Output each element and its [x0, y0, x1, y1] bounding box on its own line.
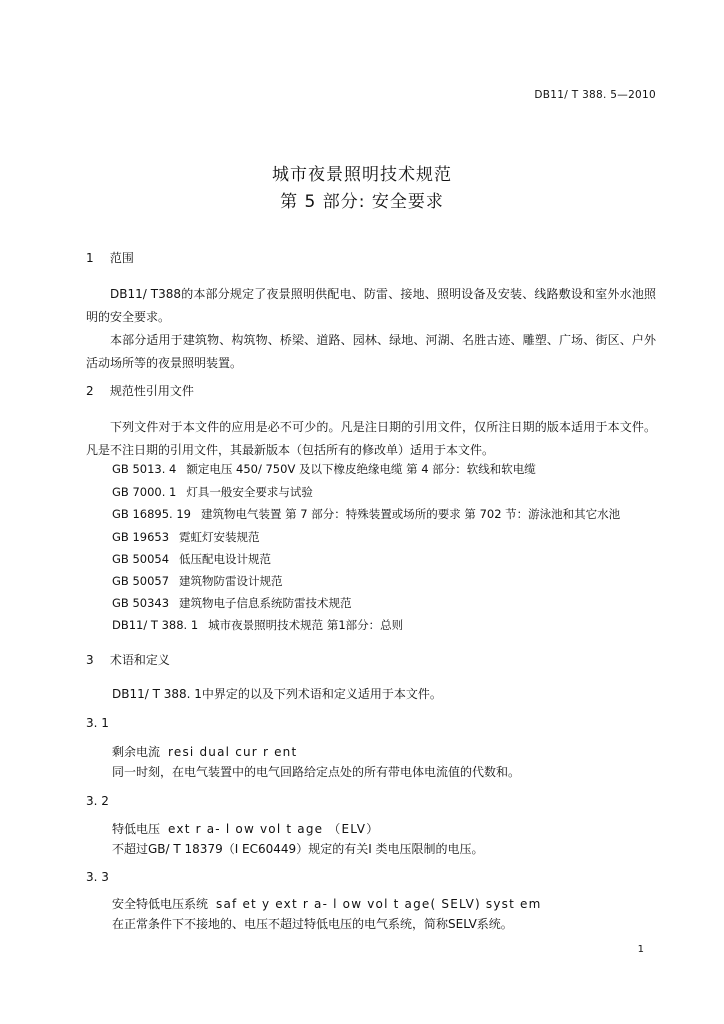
reference-code: GB 50057: [112, 574, 170, 588]
document-subtitle: 第 5 部分: 安全要求: [280, 192, 444, 212]
page-number: 1: [637, 944, 644, 955]
term-definition: 不超过GB/ T 18379（I EC60449）规定的有关I 类电压限制的电压。: [112, 842, 484, 856]
reference-item: [112, 595, 352, 611]
references-intro: 下列文件对于本文件的应用是必不可少的。凡是注日期的引用文件，仅所注日期的版本适用于本文件。凡是不注日期的引用文件，其最新版本（包括所有的修改单）适用于本文件。: [86, 420, 656, 457]
section-title: 范围: [109, 251, 134, 265]
term-name-zh: 安全特低电压系统: [112, 897, 209, 911]
term-name: [112, 743, 297, 760]
reference-title: 建筑物电子信息系统防雷技术规范: [179, 596, 352, 610]
section-heading-scope: [86, 249, 134, 266]
reference-item: [112, 461, 536, 477]
reference-title: 额定电压 450/ 750V 及以下橡皮绝缘电缆 第 4 部分：软线和软电缆: [186, 462, 536, 476]
reference-title: 霓虹灯安装规范: [179, 530, 260, 544]
reference-code: GB 16895. 19: [112, 507, 191, 521]
section-title: 术语和定义: [109, 653, 170, 667]
reference-code: GB 50054: [112, 552, 170, 566]
scope-paragraph-2: 本部分适用于建筑物、构筑物、桥梁、道路、园林、绿地、河湖、名胜古迹、雕塑、广场、街区、户外活动场所等的夜景照明装置。: [86, 333, 656, 370]
section-number: 3: [86, 653, 94, 667]
reference-code: GB 7000. 1: [112, 485, 177, 499]
reference-item: [112, 506, 620, 522]
term-number: 3. 1: [86, 716, 109, 730]
reference-title: 建筑物防雷设计规范: [179, 574, 283, 588]
section-number: 2: [86, 384, 94, 398]
reference-title: 建筑物电气装置 第 7 部分：特殊装置或场所的要求 第 702 节：游泳池和其它水池: [200, 507, 621, 521]
reference-code: DB11/ T 388. 1: [112, 618, 199, 632]
section-number: 1: [86, 251, 94, 265]
reference-item: [112, 551, 271, 567]
term-number: 3. 3: [86, 870, 109, 884]
section-heading-normative-references: [86, 382, 194, 399]
scope-paragraph-1: DB11/ T388的本部分规定了夜景照明供配电、防雷、接地、照明设备及安装、线路敷设和室外水池照明的安全要求。: [86, 287, 656, 324]
term-definition: 在正常条件下不接地的、电压不超过特低电压的电气系统，简称SELV系统。: [112, 917, 513, 931]
term-name-zh: 特低电压: [112, 822, 161, 836]
reference-item: [112, 529, 260, 545]
reference-title: 低压配电设计规范: [179, 552, 272, 566]
term-name-en: ext r a- l ow vol t age （ELV）: [168, 822, 380, 836]
section-title: 规范性引用文件: [109, 384, 194, 398]
section-heading-terms: [86, 651, 170, 668]
term-name: [112, 820, 379, 837]
term-definition: 同一时刻，在电气装置中的电气回路给定点处的所有带电体电流值的代数和。: [112, 765, 521, 779]
reference-code: GB 5013. 4: [112, 462, 177, 476]
standard-code: DB11/ T 388. 5—2010: [534, 89, 656, 101]
reference-item: [112, 484, 313, 500]
reference-title: 灯具一般安全要求与试验: [186, 485, 313, 499]
term-name-en: saf et y ext r a- l ow vol t age( SELV) syst em: [216, 897, 542, 911]
document-title: 城市夜景照明技术规范: [272, 165, 452, 185]
term-name-zh: 剩余电流: [112, 745, 161, 759]
reference-code: GB 50343: [112, 596, 170, 610]
reference-title: 城市夜景照明技术规范 第1部分：总则: [208, 618, 404, 632]
term-number: 3. 2: [86, 794, 109, 808]
reference-code: GB 19653: [112, 530, 170, 544]
reference-item: [112, 617, 403, 633]
term-name-en: resi dual cur r ent: [168, 745, 298, 759]
reference-item: [112, 573, 283, 589]
terms-intro: DB11/ T 388. 1中界定的以及下列术语和定义适用于本文件。: [112, 687, 442, 701]
term-name: [112, 895, 541, 912]
